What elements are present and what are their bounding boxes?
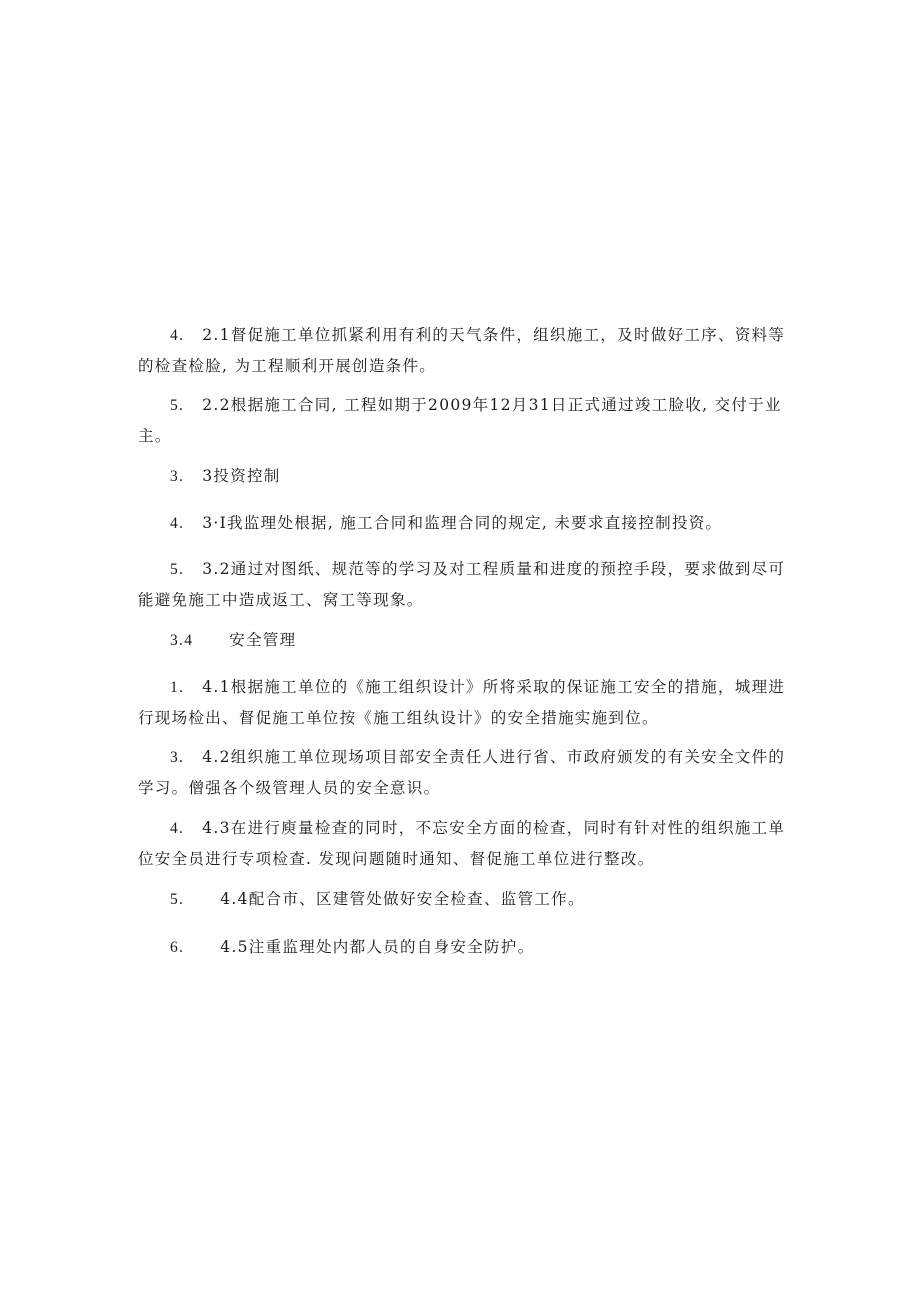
paragraph-text: 2.2根据施工合同, 工程如期于2009年12月31日正式通过竣工脸收, 交付于业 [202, 396, 782, 414]
heading-safety-management [138, 625, 783, 656]
paragraph-investment-3-2 [138, 554, 786, 615]
paragraph-continuation: 学习。僧强各个级管理人员的安全意识。 [138, 779, 441, 797]
section-heading: 3投资控制 [202, 467, 281, 485]
list-number: 1. [170, 679, 185, 696]
list-number: 3.4 [170, 632, 194, 649]
list-number: 3. [170, 468, 185, 485]
paragraph-continuation: 能避免施工中造成返工、窝工等现象。 [138, 591, 424, 609]
paragraph-text: 4.3在进行庾量检查的同时，不忘安全方面的检查，同时有针对性的组织施工单 [202, 819, 786, 837]
paragraph-safety-4-1 [138, 672, 786, 733]
list-number: 4. [170, 327, 185, 344]
paragraph-investment-3-1 [138, 508, 783, 539]
paragraph-text: 4.1根据施工单位的《施工组织设计》所将采取的保证施工安全的措施，城理进 [202, 678, 786, 696]
section-heading: 安全管理 [229, 631, 297, 649]
paragraph-safety-4-2 [138, 742, 786, 803]
paragraph-continuation: 位安全员进行专项检查. 发现问题随时通知、督促施工单位进行整改。 [138, 850, 655, 868]
paragraph-safety-4-4 [138, 884, 783, 915]
paragraph-text: 3.2通过对图纸、规范等的学习及对工程质量和进度的预控手段，要求做到尽可 [202, 560, 786, 578]
list-number: 4. [170, 515, 185, 532]
paragraph-text: 4.5注重监理处内都人员的自身安全防护。 [220, 938, 535, 956]
heading-investment-control [138, 461, 783, 492]
paragraph-schedule-2-1 [138, 320, 786, 381]
list-number: 3. [170, 749, 185, 766]
list-number: 5. [170, 891, 185, 908]
paragraph-text: 4.2组织施工单位现场项目部安全责任人进行省、市政府颁发的有关安全文件的 [202, 748, 786, 766]
list-number: 6. [170, 939, 185, 956]
paragraph-safety-4-3 [138, 813, 786, 874]
paragraph-safety-4-5 [138, 932, 783, 963]
paragraph-schedule-2-2 [138, 390, 783, 451]
paragraph-continuation: 行现场检出、督促施工单位按《施工组纨设计》的安全措施实施到位。 [138, 709, 659, 727]
paragraph-text: 3·I我监理处根据, 施工合同和监理合同的规定, 未要求直接控制投资。 [202, 514, 723, 532]
list-number: 5. [170, 561, 185, 578]
paragraph-text: 2.1督促施工单位抓紧利用有利的天气条件，组织施工，及时做好工序、资料等 [202, 326, 786, 344]
paragraph-text: 4.4配合市、区建管处做好安全检查、监管工作。 [220, 890, 585, 908]
list-number: 4. [170, 820, 185, 837]
list-number: 5. [170, 397, 185, 414]
paragraph-continuation: 的检查检脸, 为工程顺利开展创造条件。 [138, 357, 437, 375]
paragraph-continuation: 主。 [138, 427, 172, 445]
